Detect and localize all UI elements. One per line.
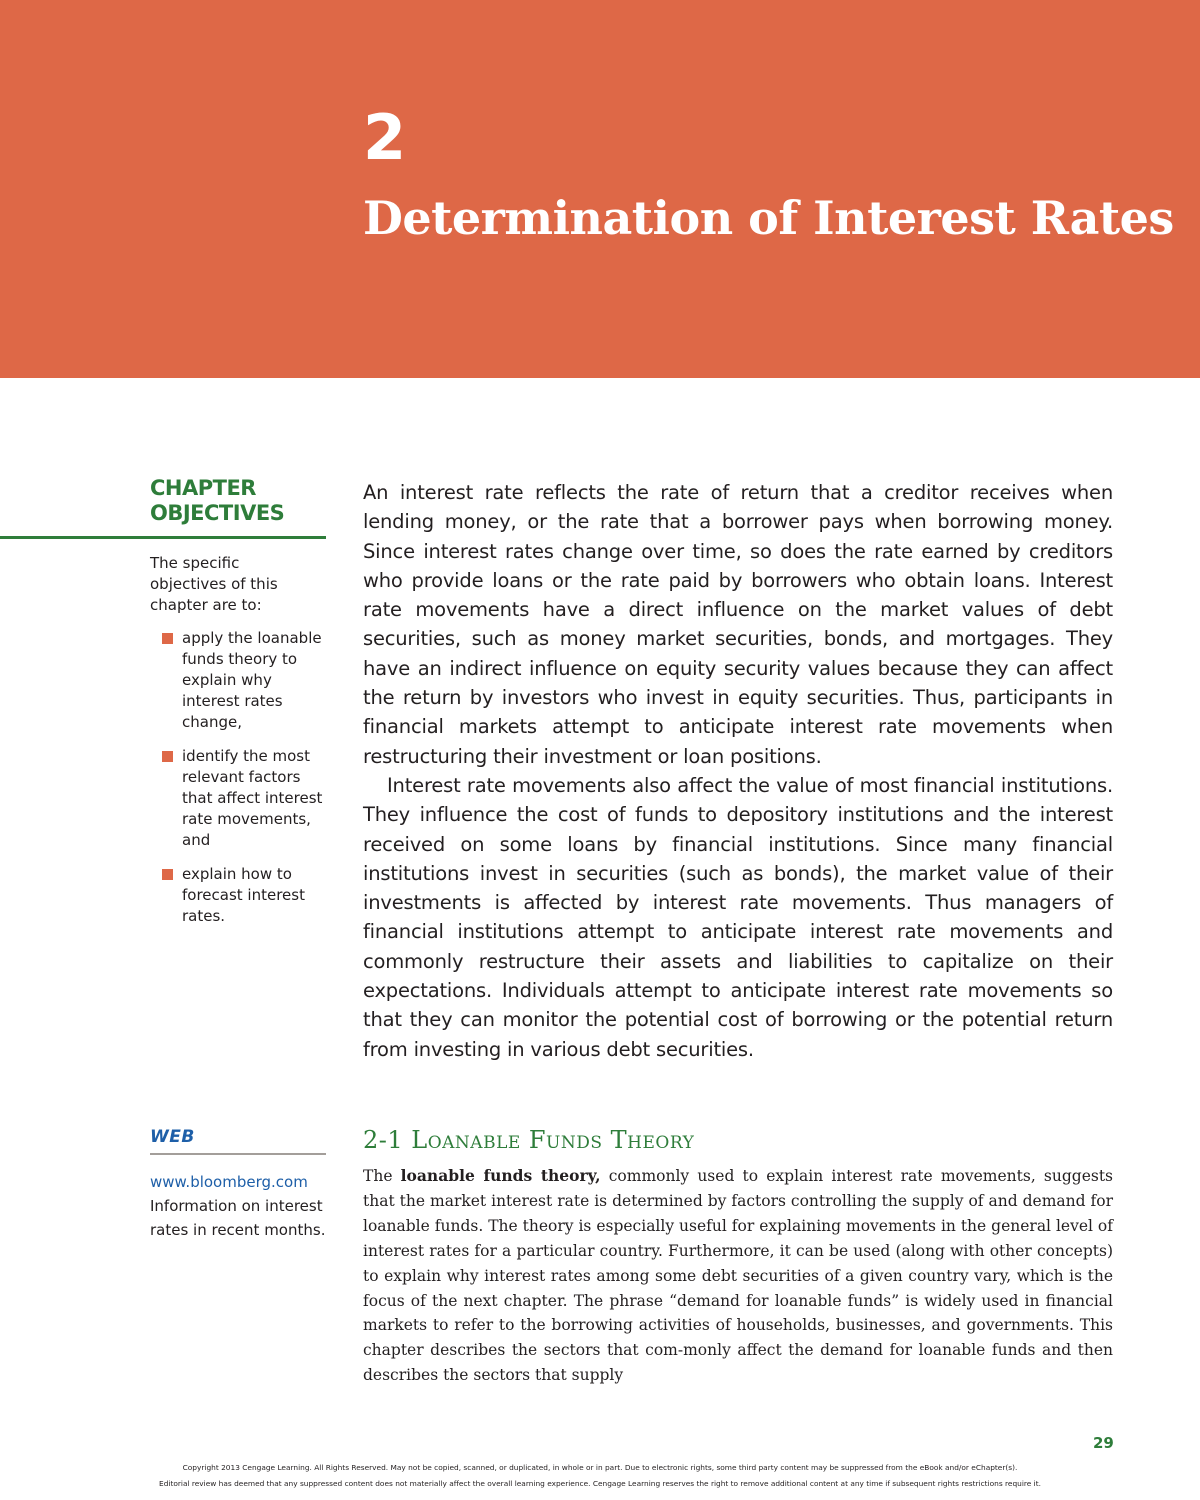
objective-text: identify the most relevant factors that affect interest rate movements, and — [182, 747, 323, 849]
section-text-start: The — [363, 1167, 401, 1185]
main-text-column — [363, 478, 1113, 1064]
chapter-objectives-sidebar — [0, 476, 326, 940]
square-bullet-icon — [162, 869, 173, 880]
objectives-heading-line1: CHAPTER — [150, 476, 256, 500]
objectives-list — [0, 628, 326, 927]
web-description: Information on interest rates in recent months. — [150, 1197, 326, 1239]
objective-text: explain how to forecast interest rates. — [182, 865, 305, 925]
objectives-divider — [0, 536, 326, 539]
bloomberg-link[interactable]: www.bloomberg.com — [150, 1173, 308, 1191]
square-bullet-icon — [162, 751, 173, 762]
intro-paragraph: An interest rate reflects the rate of return that a creditor receives when lending money, or the rate that a borrower pays when borrowing money. Since interest rates change over time, so does the rate earned by creditors who provide loans or the rate paid by borrowers who obtain loans. Interest rate movements have a direct influence on the market values of debt securities, such as money market securities, bonds, and mortgages. They have an indirect influence on equity security values because they can affect the return by investors who invest in equity securities. Thus, participants in financial markets attempt to anticipate interest rate movements when restructuring their investment or loan positions. — [363, 481, 1113, 768]
objective-item — [0, 628, 326, 733]
page-number: 29 — [1093, 1434, 1114, 1452]
section-text-rest: commonly used to explain interest rate movements, suggests that the market interest rate is determined by factors controlling the supply of and demand for loanable funds. The theory is especially useful for explaining movements in the general level of interest rates for a particular country. Furthermore, it can be used (along with other concepts) to explain why interest rates among some debt securities of a given country vary, which is the focus of the next chapter. The phrase “demand for loanable funds” is widely used in financial markets to refer to the borrowing activities of households, businesses, and governments. This chapter describes the sectors that com-monly affect the demand for loanable funds and then describes the sectors that supply — [363, 1167, 1114, 1385]
objective-text: apply the loanable funds theory to explain why interest rates change, — [182, 629, 322, 731]
editorial-notice: Editorial review has deemed that any suppressed content does not materially affect the overall learning experience. Cengage Learning reserves the right to remove additional content at any time if subsequent rights restrictions require it. — [159, 1479, 1041, 1488]
web-resource-box — [150, 1127, 326, 1242]
objectives-intro: The specific objectives of this chapter are to: — [150, 554, 278, 614]
body-paragraph: Interest rate movements also affect the value of most financial institutions. They influence the cost of funds to depository institutions and the interest received on some loans by financial institutions. Since many financial institutions invest in securities (such as bonds), the market value of their investments is affected by interest rate movements. Thus managers of financial institutions attempt to anticipate interest rate movements and commonly restructure their assets and liabilities to capitalize on their expectations. Individuals attempt to anticipate interest rate movements so that they can monitor the potential cost of borrowing or the potential return from investing in various debt securities. — [363, 773, 1113, 1061]
section-paragraph — [363, 1164, 1113, 1388]
square-bullet-icon — [162, 633, 173, 644]
objective-item — [0, 746, 326, 851]
section-heading: 2-1 Loanable Funds Theory — [363, 1126, 695, 1154]
objectives-heading — [150, 476, 326, 526]
key-term: loanable funds theory, — [400, 1166, 601, 1185]
chapter-number: 2 — [363, 101, 407, 174]
objectives-heading-line2: OBJECTIVES — [150, 501, 285, 525]
web-label: WEB — [150, 1127, 195, 1147]
copyright-notice: Copyright 2013 Cengage Learning. All Rights Reserved. May not be copied, scanned, or duplicated, in whole or in part. Due to electronic rights, some third party content may be suppressed from the eBook and/or eChapter(s). — [182, 1463, 1018, 1472]
web-divider — [150, 1153, 326, 1155]
chapter-title: Determination of Interest Rates — [363, 191, 1174, 245]
objective-item — [0, 864, 326, 927]
chapter-banner — [0, 0, 1200, 378]
